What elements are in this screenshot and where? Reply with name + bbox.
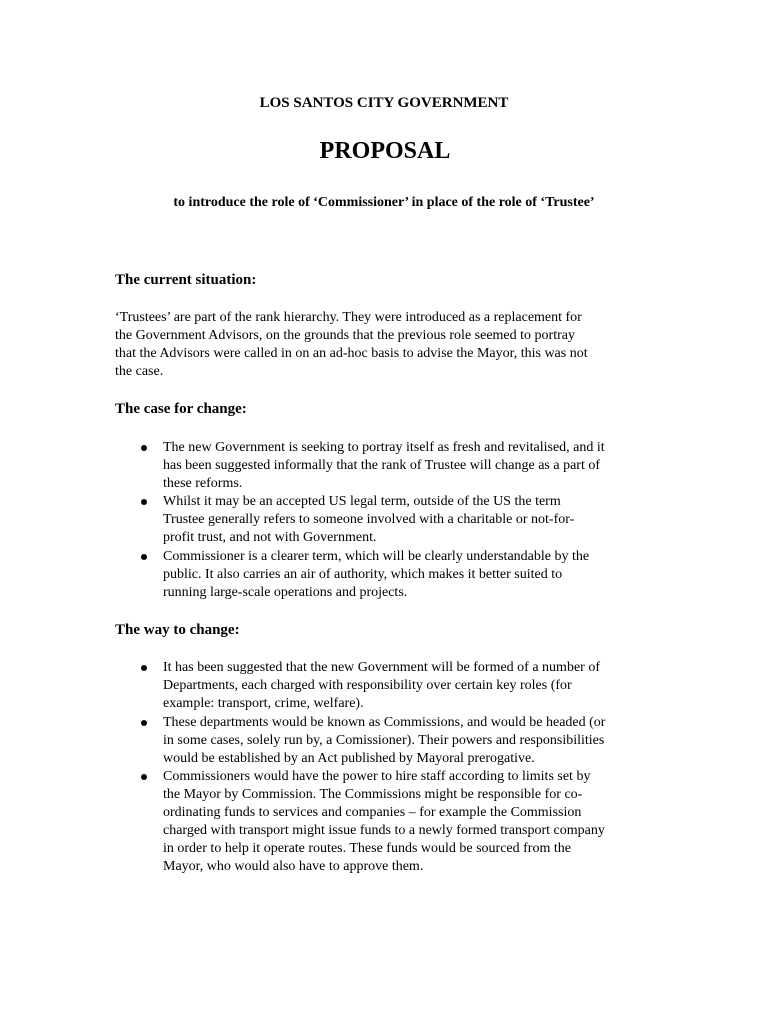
bullet-line: the Mayor by Commission. The Commissions might be responsible for co- bbox=[163, 787, 583, 802]
bullet-line: charged with transport might issue funds to a newly formed transport company bbox=[163, 823, 605, 838]
bullet-line: These departments would be known as Commissions, and would be headed (or bbox=[163, 715, 606, 730]
paragraph-line: that the Advisors were called in on an ad-hoc basis to advise the Mayor, this was not bbox=[115, 346, 588, 361]
bullet-line: these reforms. bbox=[163, 476, 243, 491]
bullet-icon bbox=[141, 554, 147, 560]
bullet-line: has been suggested informally that the rank of Trustee will change as a part of bbox=[163, 458, 600, 473]
section-heading-way-to-change: The way to change: bbox=[115, 622, 240, 638]
section-heading-case-for-change: The case for change: bbox=[115, 401, 247, 417]
bullet-icon bbox=[141, 774, 147, 780]
bullet-line: running large-scale operations and projects. bbox=[163, 585, 408, 600]
bullet-line: in order to help it operate routes. These funds would be sourced from the bbox=[163, 841, 571, 856]
paragraph-line: the Government Advisors, on the grounds that the previous role seemed to portray bbox=[115, 328, 575, 343]
org-title: LOS SANTOS CITY GOVERNMENT bbox=[259, 95, 509, 111]
bullet-icon bbox=[141, 665, 147, 671]
bullet-icon bbox=[141, 720, 147, 726]
paragraph-line: the case. bbox=[115, 364, 164, 379]
bullet-line: Departments, each charged with responsibility over certain key roles (for bbox=[163, 678, 572, 693]
bullet-line: Commissioner is a clearer term, which will be clearly understandable by the bbox=[163, 549, 590, 564]
bullet-line: Mayor, who would also have to approve them. bbox=[163, 859, 424, 874]
bullet-line: Whilst it may be an accepted US legal term, outside of the US the term bbox=[163, 494, 561, 509]
bullet-line: in some cases, solely run by, a Comissioner). Their powers and responsibilities bbox=[163, 733, 605, 748]
document-subtitle: to introduce the role of ‘Commissioner’ in place of the role of ‘Trustee’ bbox=[173, 195, 595, 210]
bullet-line: profit trust, and not with Government. bbox=[163, 530, 377, 545]
bullet-line: would be established by an Act published by Mayoral prerogative. bbox=[163, 751, 535, 766]
bullet-line: The new Government is seeking to portray itself as fresh and revitalised, and it bbox=[163, 440, 605, 455]
bullet-icon bbox=[141, 499, 147, 505]
paragraph-line: ‘Trustees’ are part of the rank hierarchy. They were introduced as a replacement for bbox=[115, 310, 582, 325]
document-title: PROPOSAL bbox=[319, 138, 451, 164]
bullet-line: It has been suggested that the new Government will be formed of a number of bbox=[163, 660, 600, 675]
bullet-line: public. It also carries an air of authority, which makes it better suited to bbox=[163, 567, 563, 582]
section-heading-current-situation: The current situation: bbox=[115, 272, 257, 288]
bullet-line: example: transport, crime, welfare). bbox=[163, 696, 364, 711]
bullet-line: Trustee generally refers to someone involved with a charitable or not-for- bbox=[163, 512, 575, 527]
bullet-icon bbox=[141, 445, 147, 451]
bullet-line: ordinating funds to services and companies – for example the Commission bbox=[163, 805, 582, 820]
bullet-line: Commissioners would have the power to hire staff according to limits set by bbox=[163, 769, 591, 784]
